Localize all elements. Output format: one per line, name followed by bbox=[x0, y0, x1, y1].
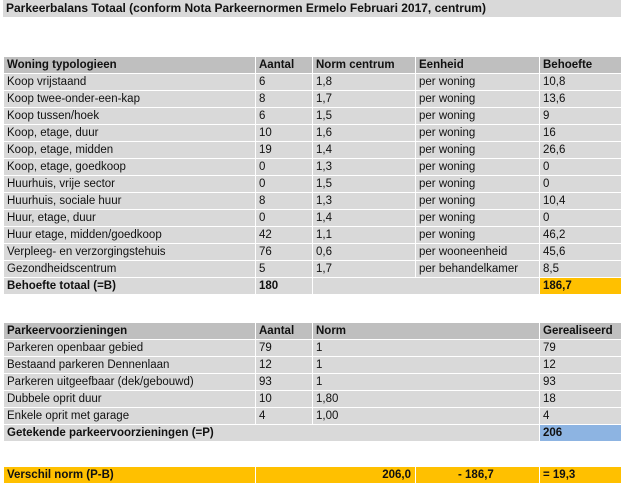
cell-gerealiseerd: 12 bbox=[540, 357, 622, 374]
table-row bbox=[4, 74, 622, 91]
cell-behoefte: 0 bbox=[540, 176, 622, 193]
header-behoefte: Behoefte bbox=[540, 57, 622, 74]
cell-norm: 1,7 bbox=[313, 261, 416, 278]
table-row bbox=[4, 340, 622, 357]
header-aantal: Aantal bbox=[256, 57, 313, 74]
cell-eenheid: per behandelkamer bbox=[416, 261, 540, 278]
verschil-p-value: 206,0 bbox=[256, 467, 416, 484]
cell-eenheid: per woning bbox=[416, 193, 540, 210]
table-row bbox=[4, 374, 622, 391]
header-parkeer-aantal: Aantal bbox=[256, 323, 313, 340]
page-title: Parkeerbalans Totaal (conform Nota Parkeernormen Ermelo Februari 2017, centrum) bbox=[3, 0, 621, 17]
cell-norm: 0,6 bbox=[313, 244, 416, 261]
table-row bbox=[4, 244, 622, 261]
cell-typologie: Huur etage, midden/goedkoop bbox=[4, 227, 256, 244]
cell-gerealiseerd: 79 bbox=[540, 340, 622, 357]
cell-typologie: Koop, etage, midden bbox=[4, 142, 256, 159]
cell-eenheid: per woning bbox=[416, 159, 540, 176]
cell-aantal: 0 bbox=[256, 210, 313, 227]
cell-aantal: 6 bbox=[256, 108, 313, 125]
cell-typologie: Koop twee-onder-een-kap bbox=[4, 91, 256, 108]
table-row bbox=[4, 210, 622, 227]
cell-eenheid: per woning bbox=[416, 142, 540, 159]
header-norm: Norm bbox=[313, 323, 540, 340]
cell-voorziening: Enkele oprit met garage bbox=[4, 408, 256, 425]
cell-behoefte: 0 bbox=[540, 210, 622, 227]
cell-aantal: 19 bbox=[256, 142, 313, 159]
cell-eenheid: per woning bbox=[416, 74, 540, 91]
cell-typologie: Huurhuis, vrije sector bbox=[4, 176, 256, 193]
cell-aantal: 10 bbox=[256, 391, 313, 408]
cell-behoefte: 0 bbox=[540, 159, 622, 176]
parkeer-header-row bbox=[4, 323, 622, 340]
cell-aantal: 8 bbox=[256, 193, 313, 210]
cell-behoefte: 26,6 bbox=[540, 142, 622, 159]
table-row bbox=[4, 408, 622, 425]
cell-norm: 1 bbox=[313, 374, 540, 391]
cell-aantal: 6 bbox=[256, 74, 313, 91]
cell-behoefte: 9 bbox=[540, 108, 622, 125]
cell-gerealiseerd: 4 bbox=[540, 408, 622, 425]
cell-eenheid: per wooneenheid bbox=[416, 244, 540, 261]
cell-norm: 1,3 bbox=[313, 159, 416, 176]
cell-norm: 1,4 bbox=[313, 210, 416, 227]
cell-norm: 1,5 bbox=[313, 176, 416, 193]
cell-aantal: 0 bbox=[256, 159, 313, 176]
cell-behoefte: 10,4 bbox=[540, 193, 622, 210]
verschil-label: Verschil norm (P-B) bbox=[4, 467, 256, 484]
cell-behoefte: 16 bbox=[540, 125, 622, 142]
cell-typologie: Gezondheidscentrum bbox=[4, 261, 256, 278]
header-gerealiseerd: Gerealiseerd bbox=[540, 323, 622, 340]
cell-aantal: 12 bbox=[256, 357, 313, 374]
cell-voorziening: Bestaand parkeren Dennenlaan bbox=[4, 357, 256, 374]
verschil-b-value: - 186,7 bbox=[416, 467, 540, 484]
cell-voorziening: Parkeren openbaar gebied bbox=[4, 340, 256, 357]
verschil-table bbox=[3, 466, 622, 484]
cell-typologie: Koop, etage, goedkoop bbox=[4, 159, 256, 176]
table-row bbox=[4, 391, 622, 408]
cell-aantal: 4 bbox=[256, 408, 313, 425]
cell-norm: 1,5 bbox=[313, 108, 416, 125]
cell-typologie: Verpleeg- en verzorgingstehuis bbox=[4, 244, 256, 261]
cell-eenheid: per woning bbox=[416, 227, 540, 244]
woning-total-row bbox=[4, 278, 622, 295]
cell-eenheid: per woning bbox=[416, 176, 540, 193]
cell-typologie: Huur, etage, duur bbox=[4, 210, 256, 227]
cell-eenheid: per woning bbox=[416, 210, 540, 227]
cell-aantal: 0 bbox=[256, 176, 313, 193]
verschil-result: = 19,3 bbox=[540, 467, 622, 484]
cell-typologie: Koop tussen/hoek bbox=[4, 108, 256, 125]
cell-gerealiseerd: 18 bbox=[540, 391, 622, 408]
behoefte-totaal-value: 186,7 bbox=[540, 278, 622, 295]
cell-norm: 1,7 bbox=[313, 91, 416, 108]
cell-typologie: Koop, etage, duur bbox=[4, 125, 256, 142]
header-eenheid: Eenheid bbox=[416, 57, 540, 74]
cell-norm: 1,00 bbox=[313, 408, 540, 425]
table-row bbox=[4, 176, 622, 193]
cell-behoefte: 8,5 bbox=[540, 261, 622, 278]
verschil-row bbox=[4, 467, 622, 484]
behoefte-totaal-aantal: 180 bbox=[256, 278, 313, 295]
behoefte-totaal-label: Behoefte totaal (=B) bbox=[4, 278, 256, 295]
table-row bbox=[4, 91, 622, 108]
woning-table bbox=[3, 56, 622, 295]
cell-aantal: 79 bbox=[256, 340, 313, 357]
cell-aantal: 8 bbox=[256, 91, 313, 108]
cell-eenheid: per woning bbox=[416, 91, 540, 108]
cell-behoefte: 13,6 bbox=[540, 91, 622, 108]
getekende-value: 206 bbox=[540, 425, 622, 442]
cell-aantal: 93 bbox=[256, 374, 313, 391]
cell-voorziening: Dubbele oprit duur bbox=[4, 391, 256, 408]
header-woning-typologieen: Woning typologieen bbox=[4, 57, 256, 74]
parkeer-total-row bbox=[4, 425, 622, 442]
header-parkeervoorzieningen: Parkeervoorzieningen bbox=[4, 323, 256, 340]
table-row bbox=[4, 142, 622, 159]
cell-behoefte: 46,2 bbox=[540, 227, 622, 244]
cell-typologie: Huurhuis, sociale huur bbox=[4, 193, 256, 210]
cell-norm: 1,80 bbox=[313, 391, 540, 408]
table-row bbox=[4, 193, 622, 210]
cell-norm: 1,1 bbox=[313, 227, 416, 244]
cell-voorziening: Parkeren uitgeefbaar (dek/gebouwd) bbox=[4, 374, 256, 391]
parkeer-table bbox=[3, 322, 622, 442]
table-row bbox=[4, 227, 622, 244]
cell-norm: 1,6 bbox=[313, 125, 416, 142]
cell-norm: 1,8 bbox=[313, 74, 416, 91]
cell-aantal: 10 bbox=[256, 125, 313, 142]
cell-norm: 1,3 bbox=[313, 193, 416, 210]
cell-typologie: Koop vrijstaand bbox=[4, 74, 256, 91]
cell-behoefte: 45,6 bbox=[540, 244, 622, 261]
cell-eenheid: per woning bbox=[416, 125, 540, 142]
cell-norm: 1,4 bbox=[313, 142, 416, 159]
cell-gerealiseerd: 93 bbox=[540, 374, 622, 391]
cell-eenheid: per woning bbox=[416, 108, 540, 125]
getekende-label: Getekende parkeervoorzieningen (=P) bbox=[4, 425, 540, 442]
cell-behoefte: 10,8 bbox=[540, 74, 622, 91]
table-row bbox=[4, 125, 622, 142]
table-row bbox=[4, 159, 622, 176]
cell-aantal: 42 bbox=[256, 227, 313, 244]
table-row bbox=[4, 357, 622, 374]
cell-aantal: 76 bbox=[256, 244, 313, 261]
woning-header-row bbox=[4, 57, 622, 74]
table-row bbox=[4, 108, 622, 125]
behoefte-totaal-empty bbox=[313, 278, 540, 295]
cell-aantal: 5 bbox=[256, 261, 313, 278]
cell-norm: 1 bbox=[313, 340, 540, 357]
table-row bbox=[4, 261, 622, 278]
header-norm-centrum: Norm centrum bbox=[313, 57, 416, 74]
cell-norm: 1 bbox=[313, 357, 540, 374]
